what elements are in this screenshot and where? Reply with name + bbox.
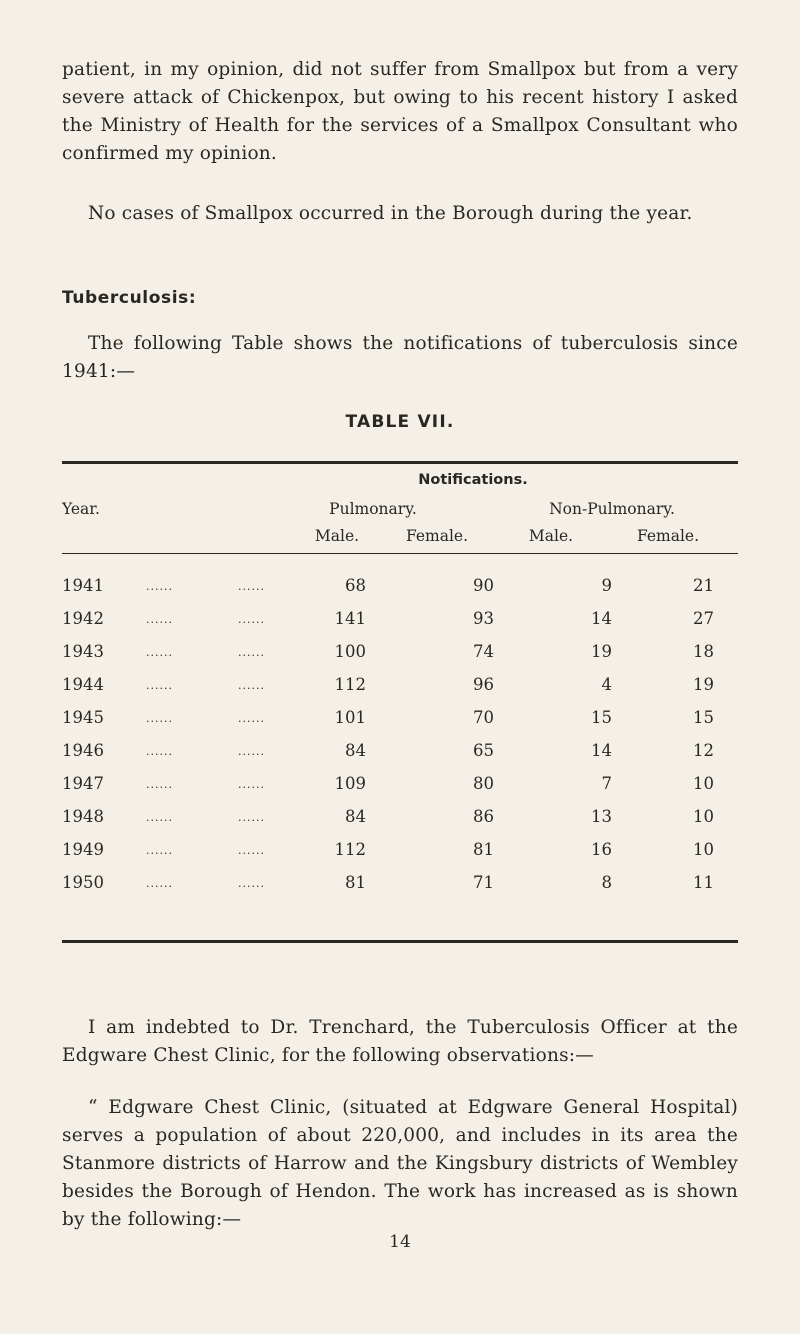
cell-nf: 10	[693, 807, 714, 826]
table-title: TABLE VII.	[345, 412, 455, 432]
leader-dots: ......	[146, 646, 173, 659]
table-row	[62, 708, 738, 734]
cell-year: 1946	[62, 741, 104, 760]
cell-pf: 80	[473, 774, 494, 793]
cell-pf: 71	[473, 873, 494, 892]
cell-pf: 70	[473, 708, 494, 727]
cell-nf: 12	[693, 741, 714, 760]
leader-dots: ......	[146, 745, 173, 758]
cell-year: 1949	[62, 840, 104, 859]
cell-pm: 141	[334, 609, 366, 628]
paragraph-smallpox-consultant: patient, in my opinion, did not suffer from Smallpox but from a very severe attack of Chickenpox, but owing to his recent history I asked the Ministry of Health for the services of a Smallpox Consultant who confirmed my opinion.	[62, 59, 738, 164]
leader-dots: ......	[146, 580, 173, 593]
page-number: 14	[389, 1232, 411, 1252]
cell-nm: 9	[601, 576, 612, 595]
cell-nf: 10	[693, 840, 714, 859]
cell-pf: 86	[473, 807, 494, 826]
cell-nm: 19	[591, 642, 612, 661]
cell-year: 1948	[62, 807, 104, 826]
cell-nm: 4	[601, 675, 612, 694]
cell-pm: 81	[345, 873, 366, 892]
leader-dots: ......	[146, 613, 173, 626]
cell-nm: 15	[591, 708, 612, 727]
leader-dots: ......	[238, 712, 265, 725]
leader-dots: ......	[146, 778, 173, 791]
table-row	[62, 642, 738, 668]
cell-year: 1942	[62, 609, 104, 628]
leader-dots: ......	[238, 613, 265, 626]
cell-nf: 10	[693, 774, 714, 793]
paragraph-quote-edgware-clinic: “ Edgware Chest Clinic, (situated at Edgware General Hospital) serves a population of about 220,000, and includes in its area the Stanmore districts of Harrow and the Kingsbury districts of Wembley besides the Borough of Hendon. The work has increased as is shown by the following:—	[62, 1097, 738, 1230]
cell-year: 1944	[62, 675, 104, 694]
header-year: Year.	[62, 500, 100, 518]
cell-nf: 18	[693, 642, 714, 661]
cell-nm: 7	[601, 774, 612, 793]
table-top-rule	[62, 461, 738, 464]
table-header-rule	[62, 553, 738, 554]
cell-pm: 68	[345, 576, 366, 595]
cell-pf: 74	[473, 642, 494, 661]
cell-pm: 112	[334, 675, 366, 694]
leader-dots: ......	[238, 679, 265, 692]
table-row	[62, 840, 738, 866]
leader-dots: ......	[146, 877, 173, 890]
cell-nf: 21	[693, 576, 714, 595]
header-pulmonary-male: Male.	[314, 527, 360, 545]
cell-pf: 81	[473, 840, 494, 859]
table-row	[62, 807, 738, 833]
paragraph-no-smallpox: No cases of Smallpox occurred in the Borough during the year.	[88, 203, 693, 224]
leader-dots: ......	[238, 745, 265, 758]
table-row	[62, 873, 738, 899]
leader-dots: ......	[146, 712, 173, 725]
header-pulmonary-female: Female.	[405, 527, 469, 545]
table-row	[62, 741, 738, 767]
cell-pf: 93	[473, 609, 494, 628]
cell-nf: 27	[693, 609, 714, 628]
leader-dots: ......	[146, 679, 173, 692]
leader-dots: ......	[146, 844, 173, 857]
table-row	[62, 609, 738, 635]
cell-nm: 13	[591, 807, 612, 826]
cell-pf: 96	[473, 675, 494, 694]
cell-year: 1941	[62, 576, 104, 595]
table-row	[62, 576, 738, 602]
cell-pm: 109	[334, 774, 366, 793]
cell-nm: 8	[601, 873, 612, 892]
cell-pm: 101	[334, 708, 366, 727]
table-row	[62, 675, 738, 701]
cell-year: 1943	[62, 642, 104, 661]
cell-year: 1945	[62, 708, 104, 727]
section-heading-tuberculosis: Tuberculosis:	[62, 288, 197, 308]
cell-nf: 11	[693, 873, 714, 892]
leader-dots: ......	[238, 580, 265, 593]
header-non-pulmonary: Non-Pulmonary.	[549, 500, 675, 518]
header-pulmonary: Pulmonary.	[329, 500, 417, 518]
paragraph-table-intro: The following Table shows the notifications of tuberculosis since 1941:—	[62, 333, 738, 382]
cell-nm: 14	[591, 609, 612, 628]
table-bottom-rule	[62, 940, 738, 943]
cell-pm: 84	[345, 807, 366, 826]
leader-dots: ......	[238, 646, 265, 659]
cell-pm: 100	[334, 642, 366, 661]
cell-nf: 15	[693, 708, 714, 727]
header-notifications: Notifications.	[418, 472, 528, 488]
cell-pf: 65	[473, 741, 494, 760]
cell-year: 1950	[62, 873, 104, 892]
leader-dots: ......	[238, 778, 265, 791]
table-row	[62, 774, 738, 800]
leader-dots: ......	[146, 811, 173, 824]
cell-nm: 16	[591, 840, 612, 859]
leader-dots: ......	[238, 877, 265, 890]
cell-nm: 14	[591, 741, 612, 760]
cell-year: 1947	[62, 774, 104, 793]
cell-pm: 84	[345, 741, 366, 760]
cell-pm: 112	[334, 840, 366, 859]
cell-nf: 19	[693, 675, 714, 694]
cell-pf: 90	[473, 576, 494, 595]
paragraph-acknowledgement: I am indebted to Dr. Trenchard, the Tuberculosis Officer at the Edgware Chest Clinic, for the following observations:—	[62, 1017, 738, 1066]
leader-dots: ......	[238, 811, 265, 824]
header-non-pulmonary-male: Male.	[528, 527, 574, 545]
leader-dots: ......	[238, 844, 265, 857]
header-non-pulmonary-female: Female.	[636, 527, 700, 545]
